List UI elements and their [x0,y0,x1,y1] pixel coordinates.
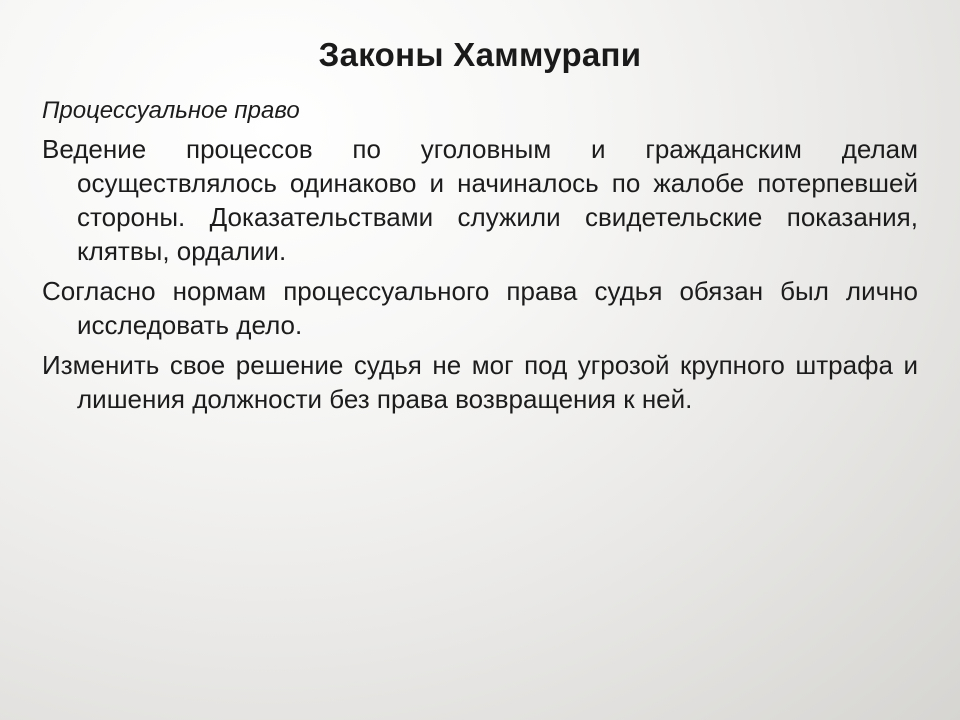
paragraph-proceedings: Ведение процессов по уголовным и гражданским делам осуществлялось одинаково и начиналось по жалобе потерпевшей стороны. Доказательствами служили свидетельские показания, клятвы, ордалии. [42,134,918,266]
section-subtitle: Процессуальное право [42,97,300,124]
slide-title: Законы Хаммурапи [318,36,642,73]
slide-body [42,94,918,422]
paragraph-decision-change: Изменить свое решение судья не мог под угрозой крупного штрафа и лишения должности без права возвращения к ней. [42,350,918,414]
paragraph-judge-duty: Согласно нормам процессуального права судья обязан был лично исследовать дело. [42,276,918,340]
